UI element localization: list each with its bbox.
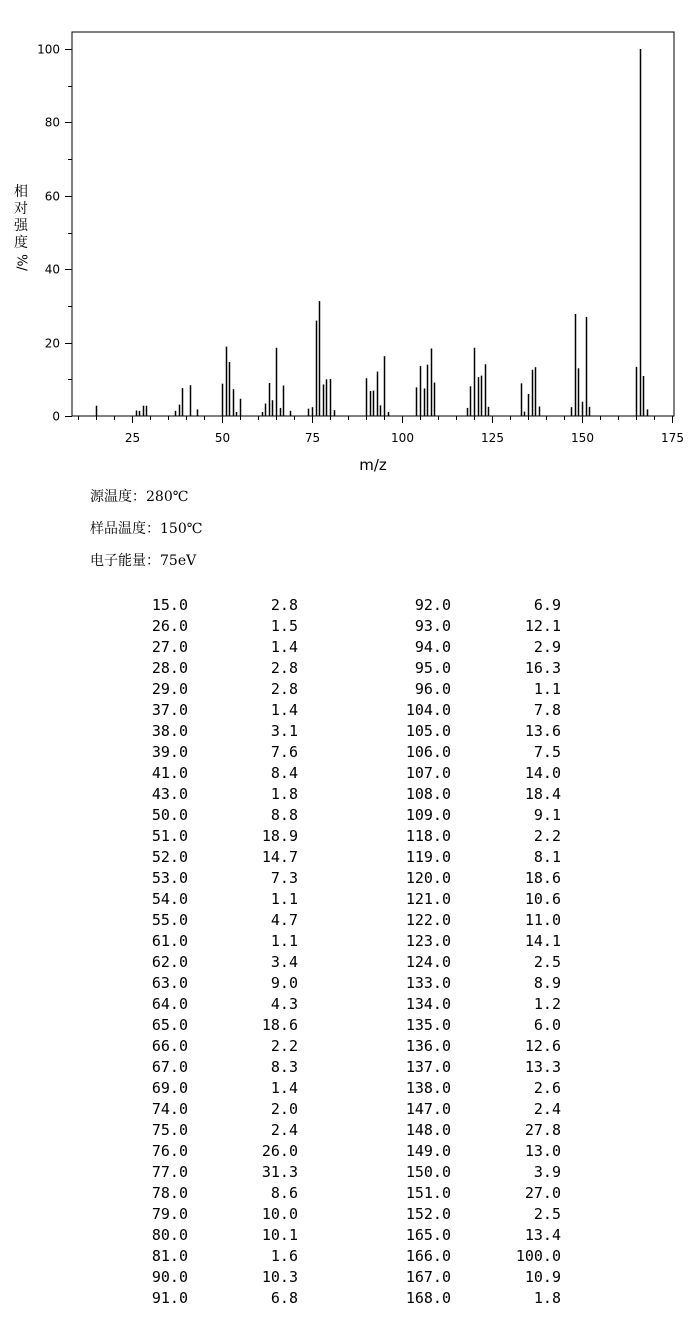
mz-cell: 67.0 — [151, 1058, 188, 1076]
table-row — [120, 1120, 561, 1141]
mz-cell: 27.0 — [151, 638, 188, 656]
mz-cell: 63.0 — [151, 974, 188, 992]
mz-cell: 107.0 — [405, 764, 451, 782]
intensity-cell: 18.6 — [261, 1016, 298, 1034]
intensity-cell: 3.1 — [270, 722, 298, 740]
y-axis-label — [12, 184, 30, 271]
mz-cell: 148.0 — [405, 1121, 451, 1139]
plot-frame — [72, 32, 674, 416]
table-row — [120, 805, 561, 826]
mz-cell: 43.0 — [151, 785, 188, 803]
y-axis-label-char: 度 — [14, 235, 28, 251]
intensity-cell: 13.6 — [524, 722, 561, 740]
intensity-cell: 7.3 — [270, 869, 298, 887]
intensity-cell: 8.9 — [533, 974, 561, 992]
intensity-cell: 6.8 — [270, 1289, 298, 1307]
mz-cell: 138.0 — [405, 1079, 451, 1097]
intensity-cell: 2.8 — [270, 680, 298, 698]
mz-cell: 165.0 — [405, 1226, 451, 1244]
mz-cell: 95.0 — [414, 659, 451, 677]
table-row — [120, 1015, 561, 1036]
mz-cell: 90.0 — [151, 1268, 188, 1286]
y-axis — [37, 43, 72, 424]
mz-cell: 92.0 — [414, 596, 451, 614]
intensity-cell: 1.1 — [270, 932, 298, 950]
intensity-cell: 31.3 — [261, 1163, 298, 1181]
intensity-cell: 26.0 — [261, 1142, 298, 1160]
mz-cell: 52.0 — [151, 848, 188, 866]
mz-cell: 96.0 — [414, 680, 451, 698]
table-row — [120, 679, 561, 700]
table-row — [120, 1288, 561, 1309]
x-axis — [79, 416, 684, 445]
mz-cell: 29.0 — [151, 680, 188, 698]
source-temperature: 源温度：280℃ — [90, 489, 189, 505]
mz-cell: 106.0 — [405, 743, 451, 761]
mz-cell: 91.0 — [151, 1289, 188, 1307]
intensity-cell: 1.6 — [270, 1247, 298, 1265]
mz-cell: 124.0 — [405, 953, 451, 971]
intensity-cell: 13.0 — [524, 1142, 561, 1160]
intensity-cell: 10.0 — [261, 1205, 298, 1223]
mz-cell: 74.0 — [151, 1100, 188, 1118]
mz-cell: 79.0 — [151, 1205, 188, 1223]
intensity-cell: 7.8 — [533, 701, 561, 719]
peaks-layer — [97, 49, 648, 416]
mz-cell: 166.0 — [405, 1247, 451, 1265]
mz-cell: 136.0 — [405, 1037, 451, 1055]
mz-cell: 122.0 — [405, 911, 451, 929]
intensity-cell: 8.1 — [533, 848, 561, 866]
mz-cell: 149.0 — [405, 1142, 451, 1160]
intensity-cell: 4.7 — [270, 911, 298, 929]
y-tick-label: 0 — [52, 409, 60, 424]
mz-cell: 150.0 — [405, 1163, 451, 1181]
intensity-cell: 13.3 — [524, 1058, 561, 1076]
intensity-cell: 6.0 — [533, 1016, 561, 1034]
mz-cell: 77.0 — [151, 1163, 188, 1181]
table-row — [120, 889, 561, 910]
mz-cell: 61.0 — [151, 932, 188, 950]
mz-cell: 104.0 — [405, 701, 451, 719]
mz-cell: 109.0 — [405, 806, 451, 824]
x-tick-label: 125 — [481, 431, 504, 445]
table-row — [120, 1078, 561, 1099]
mz-cell: 118.0 — [405, 827, 451, 845]
table-row — [120, 595, 561, 616]
mz-cell: 76.0 — [151, 1142, 188, 1160]
mz-cell: 75.0 — [151, 1121, 188, 1139]
x-axis-label: m/z — [359, 456, 387, 474]
table-row — [120, 1267, 561, 1288]
mz-cell: 137.0 — [405, 1058, 451, 1076]
mz-cell: 120.0 — [405, 869, 451, 887]
mz-cell: 41.0 — [151, 764, 188, 782]
mz-cell: 28.0 — [151, 659, 188, 677]
intensity-cell: 2.4 — [270, 1121, 298, 1139]
mz-cell: 78.0 — [151, 1184, 188, 1202]
intensity-cell: 13.4 — [524, 1226, 561, 1244]
intensity-cell: 3.9 — [533, 1163, 561, 1181]
intensity-cell: 14.1 — [524, 932, 561, 950]
intensity-cell: 7.5 — [533, 743, 561, 761]
mz-cell: 66.0 — [151, 1037, 188, 1055]
mz-cell: 50.0 — [151, 806, 188, 824]
intensity-cell: 14.7 — [261, 848, 298, 866]
mass-spectrum-chart — [0, 0, 696, 480]
mz-cell: 15.0 — [151, 596, 188, 614]
mz-cell: 93.0 — [414, 617, 451, 635]
intensity-cell: 1.4 — [270, 1079, 298, 1097]
mz-cell: 119.0 — [405, 848, 451, 866]
x-tick-label: 25 — [124, 431, 141, 445]
mz-cell: 53.0 — [151, 869, 188, 887]
table-row — [120, 847, 561, 868]
mz-cell: 134.0 — [405, 995, 451, 1013]
intensity-cell: 18.6 — [524, 869, 561, 887]
intensity-cell: 4.3 — [270, 995, 298, 1013]
table-row — [120, 1036, 561, 1057]
mz-cell: 168.0 — [405, 1289, 451, 1307]
mz-cell: 108.0 — [405, 785, 451, 803]
table-row — [120, 1099, 561, 1120]
peak-table-body — [120, 595, 561, 1309]
intensity-cell: 1.2 — [533, 995, 561, 1013]
table-row — [120, 1225, 561, 1246]
mz-cell: 69.0 — [151, 1079, 188, 1097]
mz-cell: 39.0 — [151, 743, 188, 761]
mz-cell: 105.0 — [405, 722, 451, 740]
intensity-cell: 9.0 — [270, 974, 298, 992]
table-row — [120, 1141, 561, 1162]
intensity-cell: 10.3 — [261, 1268, 298, 1286]
mz-cell: 55.0 — [151, 911, 188, 929]
mz-cell: 51.0 — [151, 827, 188, 845]
intensity-cell: 2.6 — [533, 1079, 561, 1097]
table-row — [120, 973, 561, 994]
table-row — [120, 1162, 561, 1183]
electron-energy: 电子能量：75eV — [90, 553, 197, 569]
x-tick-label: 75 — [304, 431, 321, 445]
intensity-cell: 100.0 — [515, 1247, 561, 1265]
table-row — [120, 931, 561, 952]
intensity-cell: 2.2 — [270, 1037, 298, 1055]
mz-cell: 135.0 — [405, 1016, 451, 1034]
intensity-cell: 18.4 — [524, 785, 561, 803]
x-tick-label: 150 — [571, 431, 594, 445]
y-axis-label-char: 强 — [14, 218, 28, 234]
mz-cell: 167.0 — [405, 1268, 451, 1286]
intensity-cell: 16.3 — [524, 659, 561, 677]
intensity-cell: 12.6 — [524, 1037, 561, 1055]
intensity-cell: 18.9 — [261, 827, 298, 845]
table-row — [120, 1057, 561, 1078]
intensity-cell: 2.8 — [270, 596, 298, 614]
intensity-cell: 8.8 — [270, 806, 298, 824]
mz-cell: 54.0 — [151, 890, 188, 908]
mz-cell: 152.0 — [405, 1205, 451, 1223]
intensity-cell: 1.4 — [270, 638, 298, 656]
intensity-cell: 2.5 — [533, 953, 561, 971]
y-axis-label-char: 对 — [14, 201, 28, 217]
mz-cell: 64.0 — [151, 995, 188, 1013]
intensity-cell: 8.3 — [270, 1058, 298, 1076]
mz-cell: 94.0 — [414, 638, 451, 656]
intensity-cell: 12.1 — [524, 617, 561, 635]
mz-cell: 80.0 — [151, 1226, 188, 1244]
table-row — [120, 1204, 561, 1225]
table-row — [120, 763, 561, 784]
intensity-cell: 10.6 — [524, 890, 561, 908]
table-row — [120, 910, 561, 931]
intensity-cell: 2.2 — [533, 827, 561, 845]
intensity-cell: 3.4 — [270, 953, 298, 971]
mz-cell: 133.0 — [405, 974, 451, 992]
mz-cell: 81.0 — [151, 1247, 188, 1265]
sample-temperature: 样品温度：150℃ — [90, 521, 203, 537]
y-tick-label: 40 — [44, 262, 60, 277]
intensity-cell: 2.4 — [533, 1100, 561, 1118]
mz-cell: 38.0 — [151, 722, 188, 740]
intensity-cell: 9.1 — [533, 806, 561, 824]
peak-table — [120, 595, 561, 1309]
intensity-cell: 6.9 — [533, 596, 561, 614]
x-tick-label: 175 — [661, 431, 684, 445]
y-axis-label-char: 相 — [14, 184, 28, 200]
intensity-cell: 1.4 — [270, 701, 298, 719]
intensity-cell: 10.9 — [524, 1268, 561, 1286]
mz-cell: 65.0 — [151, 1016, 188, 1034]
y-tick-label: 20 — [44, 336, 60, 351]
table-row — [120, 700, 561, 721]
mz-cell: 37.0 — [151, 701, 188, 719]
mz-cell: 123.0 — [405, 932, 451, 950]
table-row — [120, 658, 561, 679]
table-row — [120, 637, 561, 658]
intensity-cell: 8.6 — [270, 1184, 298, 1202]
intensity-cell: 27.0 — [524, 1184, 561, 1202]
intensity-cell: 10.1 — [261, 1226, 298, 1244]
intensity-cell: 7.6 — [270, 743, 298, 761]
y-tick-label: 80 — [44, 115, 60, 130]
intensity-cell: 1.8 — [533, 1289, 561, 1307]
y-tick-label: 100 — [37, 42, 60, 57]
intensity-cell: 2.0 — [270, 1100, 298, 1118]
intensity-cell: 27.8 — [524, 1121, 561, 1139]
mz-cell: 121.0 — [405, 890, 451, 908]
table-row — [120, 868, 561, 889]
mz-cell: 62.0 — [151, 953, 188, 971]
y-axis-label-unit: %/ — [13, 254, 29, 271]
intensity-cell: 1.1 — [270, 890, 298, 908]
mz-cell: 147.0 — [405, 1100, 451, 1118]
x-tick-label: 50 — [214, 431, 231, 445]
table-row — [120, 952, 561, 973]
x-tick-label: 100 — [391, 431, 414, 445]
intensity-cell: 2.8 — [270, 659, 298, 677]
table-row — [120, 616, 561, 637]
mz-cell: 151.0 — [405, 1184, 451, 1202]
intensity-cell: 14.0 — [524, 764, 561, 782]
y-tick-label: 60 — [44, 189, 60, 204]
intensity-cell: 1.1 — [533, 680, 561, 698]
table-row — [120, 742, 561, 763]
table-row — [120, 721, 561, 742]
intensity-cell: 1.8 — [270, 785, 298, 803]
table-row — [120, 784, 561, 805]
table-row — [120, 994, 561, 1015]
intensity-cell: 2.9 — [533, 638, 561, 656]
intensity-cell: 8.4 — [270, 764, 298, 782]
intensity-cell: 11.0 — [524, 911, 561, 929]
mz-cell: 26.0 — [151, 617, 188, 635]
intensity-cell: 2.5 — [533, 1205, 561, 1223]
table-row — [120, 1246, 561, 1267]
table-row — [120, 826, 561, 847]
table-row — [120, 1183, 561, 1204]
intensity-cell: 1.5 — [270, 617, 298, 635]
